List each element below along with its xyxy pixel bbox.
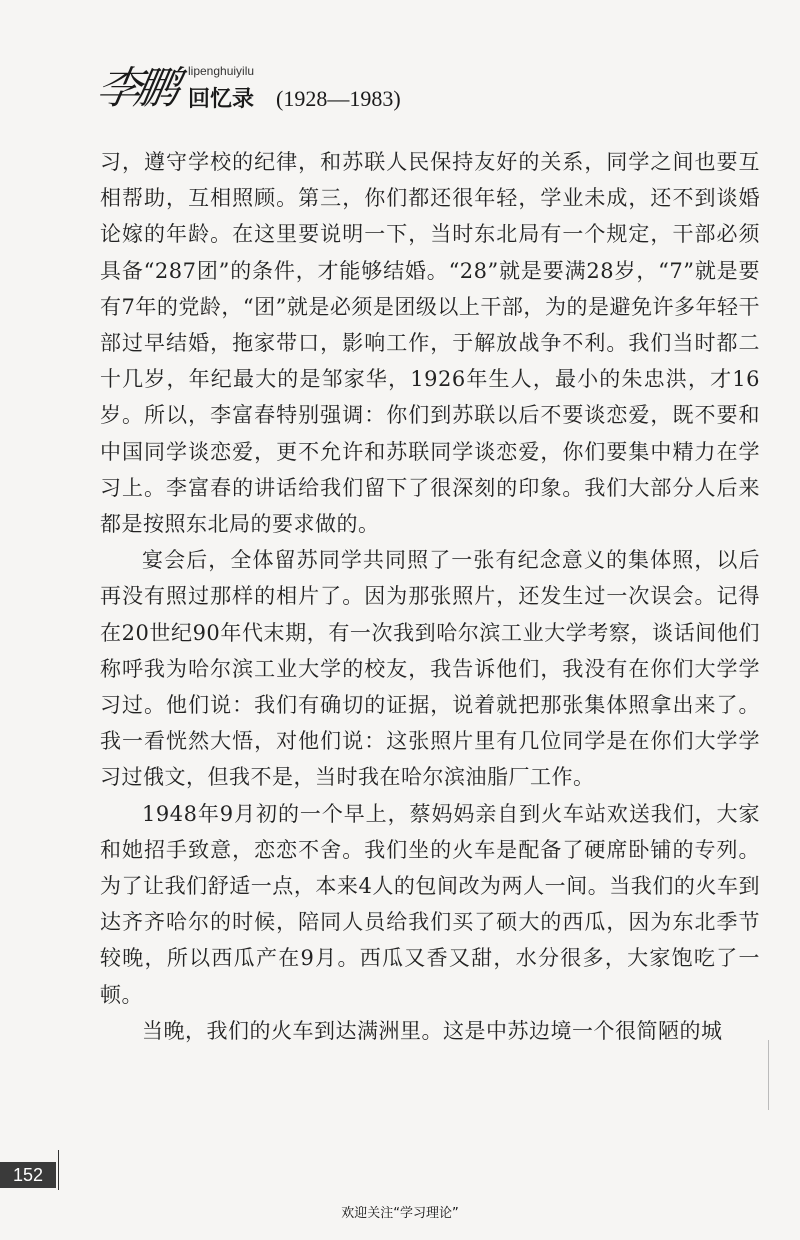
- paragraph: 宴会后，全体留苏同学共同照了一张有纪念意义的集体照，以后再没有照过那样的相片了。因为那张照片，还发生过一次误会。记得在20世纪90年代末期，有一次我到哈尔滨工业大学考察，谈话间他们称呼我为哈尔滨工业大学的校友，我告诉他们，我没有在你们大学学习过。他们说：我们有确切的证据，说着就把那张集体照拿出来了。我一看恍然大悟，对他们说：这张照片里有几位同学是在你们大学学习过俄文，但我不是，当时我在哈尔滨油脂厂工作。: [100, 548, 760, 790]
- body-text: [100, 144, 760, 1049]
- running-header: [92, 50, 698, 120]
- paragraph-continued: 习，遵守学校的纪律，和苏联人民保持友好的关系，同学之间也要互相帮助，互相照顾。第三，你们都还很年轻，学业未成，还不到谈婚论嫁的年龄。在这里要说明一下，当时东北局有一个规定，干部必须具备“287团”的条件，才能够结婚。“28”就是要满28岁，“7”就是要有7年的党龄，“团”就是必须是团级以上干部，为的是避免许多年轻干部过早结婚，拖家带口，影响工作，于解放战争不利。我们当时都二十几岁，年纪最大的是邹家华，1926年生人，最小的朱忠洪，才16岁。所以，李富春特别强调：你们到苏联以后不要谈恋爱，既不要和中国同学谈恋爱，更不允许和苏联同学谈恋爱，你们要集中精力在学习上。李富春的讲话给我们留下了很深刻的印象。我们大部分人后来都是按照东北局的要求做的。: [100, 150, 760, 537]
- paragraph: 当晚，我们的火车到达满洲里。这是中苏边境一个很简陋的城: [142, 1018, 723, 1043]
- page-number: 152: [0, 1162, 56, 1188]
- page-edge-mark: [768, 1040, 769, 1110]
- footer-caption: 欢迎关注“学习理论”: [341, 1206, 459, 1221]
- header-years: (1928—1983): [276, 86, 401, 111]
- paragraph: 1948年9月初的一个早上，蔡妈妈亲自到火车站欢送我们，大家和她招手致意，恋恋不舍。我们坐的火车是配备了硬席卧铺的专列。为了让我们舒适一点，本来4人的包间改为两人一间。当我们的火车到达齐齐哈尔的时候，陪同人员给我们买了硕大的西瓜，因为东北季节较晚，所以西瓜产在9月。西瓜又香又甜，水分很多，大家饱吃了一顿。: [100, 801, 760, 1007]
- page-number-rule: [58, 1150, 59, 1190]
- header-pinyin: lipenghuiyilu: [188, 64, 255, 78]
- calligraphy-name: 李鹏: [92, 63, 178, 114]
- header-title: 回忆录: [188, 87, 255, 112]
